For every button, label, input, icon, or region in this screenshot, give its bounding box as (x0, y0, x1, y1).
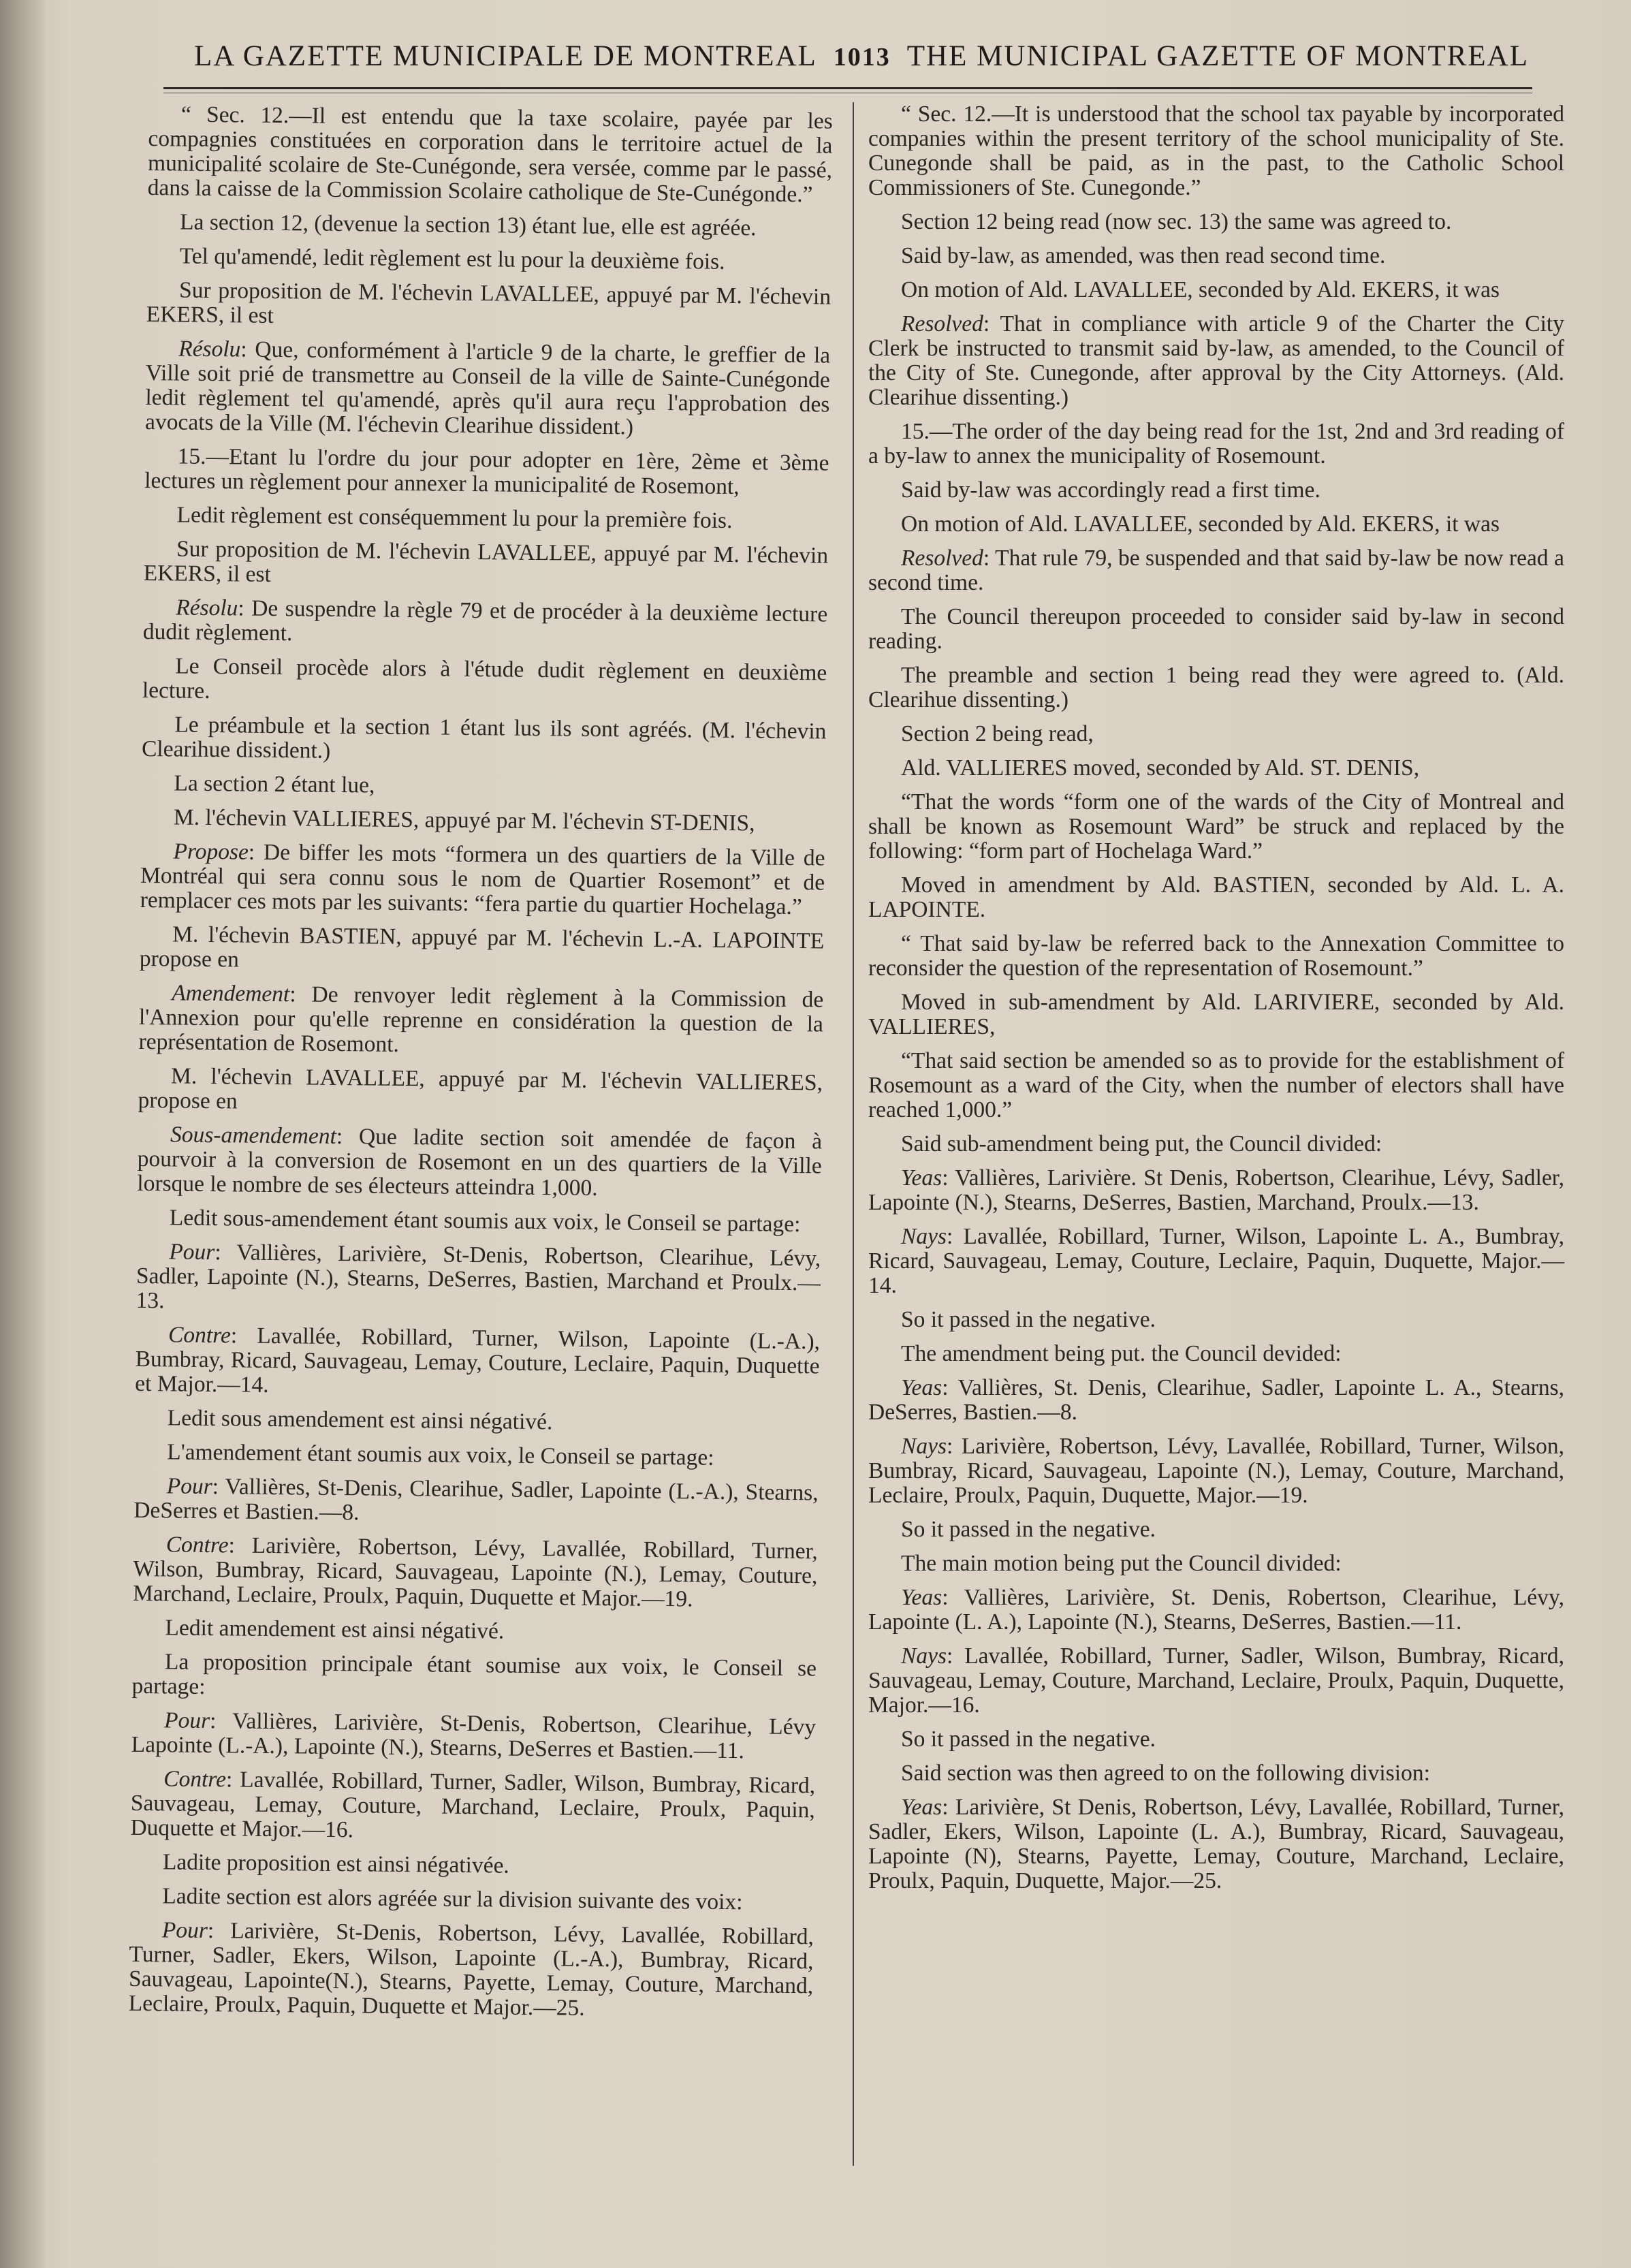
paragraph-lead: Yeas (901, 1795, 943, 1820)
paragraph (137, 1206, 821, 1238)
paragraph (130, 1767, 815, 1848)
paragraph-lead: Nays (901, 1224, 947, 1249)
paragraph-text: Le Conseil procède alors à l'étude dudit règlement en deuxième lecture. (142, 653, 827, 704)
french-column (128, 102, 833, 2032)
paragraph-text: So it passed in the negative. (901, 1517, 1156, 1542)
paragraph-text: Said by-law, as amended, was then read second time. (901, 243, 1386, 268)
paragraph-text: : Larivière, Robertson, Lévy, Lavallée, Robillard, Turner, Wilson, Bumbray, Ricard, Sauvageau, Lapointe (N.), Lemay, Couture, Marchand, Leclaire, Proulx, Paquin, Duquette et Major.—19. (132, 1532, 818, 1612)
paragraph-lead: Contre (163, 1766, 227, 1793)
paragraph-text: Moved in sub-amendment by Ald. LARIVIERE, seconded by Ald. VALLIERES, (868, 990, 1564, 1039)
paragraph-text: The Council thereupon proceeded to consider said by-law in second reading. (868, 604, 1564, 654)
paragraph-text: Said section was then agreed to on the following division: (901, 1761, 1430, 1786)
header-title-english: THE MUNICIPAL GAZETTE OF MONTREAL (906, 40, 1529, 72)
paragraph-lead: Yeas (901, 1585, 943, 1610)
paragraph-text: So it passed in the negative. (901, 1307, 1156, 1332)
paragraph (129, 1884, 814, 1916)
paragraph (868, 1586, 1564, 1635)
paragraph-lead: Sous-amendement (170, 1122, 337, 1149)
paragraph (868, 790, 1564, 864)
paragraph-text: Section 12 being read (now sec. 13) the same was agreed to. (901, 209, 1452, 234)
paragraph-text: Tel qu'amendé, ledit règlement est lu pour la deuxième fois. (179, 243, 725, 274)
paragraph-text: La proposition principale étant soumise aux voix, le Conseil se partage: (131, 1649, 817, 1700)
paragraph (868, 605, 1564, 654)
paragraph-lead: Resolved (901, 546, 983, 571)
column-divider (853, 102, 854, 2166)
paragraph-text: : Que ladite section soit amendée de façon à pourvoir à la conversion de Rosemont en un des quartiers de la Ville lorsque le nombre de ses électeurs atteindra 1,000. (137, 1123, 823, 1201)
paragraph-lead: Nays (901, 1643, 947, 1669)
paragraph (135, 1406, 819, 1438)
paragraph (868, 1434, 1564, 1508)
paragraph-lead: Yeas (901, 1375, 943, 1400)
paragraph-text: Ledit amendement est ainsi négativé. (165, 1615, 505, 1644)
paragraph-text: : Vallières, Larivière. St Denis, Robertson, Clearihue, Lévy, Sadler, Lapointe (N.), Stearns, DeSerres, Bastien, Marchand, Proulx.—13. (868, 1165, 1564, 1215)
paragraph-text: Ald. VALLIERES moved, seconded by Ald. ST. DENIS, (901, 755, 1420, 781)
paragraph-lead: Pour (163, 1707, 210, 1734)
paragraph (868, 1761, 1564, 1786)
paragraph (141, 805, 825, 837)
paragraph (868, 546, 1564, 595)
paragraph-text: “ Sec. 12.—Il est entendu que la taxe scolaire, payée par les compagnies constituées en corporation dans le territoire actuel de la municipalité scolaire de Ste-Cunégonde, sera versée, comme par le passé, dans la caisse de la Commission Scolaire catholique de Ste-Cunégonde.” (147, 101, 833, 208)
paragraph (129, 1918, 814, 2023)
paragraph (868, 420, 1564, 469)
paragraph (868, 312, 1564, 410)
paragraph (868, 663, 1564, 712)
paragraph (868, 512, 1564, 537)
paragraph-text: : Vallières, St. Denis, Clearihue, Sadler, Lapointe L. A., Stearns, DeSerres, Bastien.—8. (868, 1375, 1564, 1425)
paragraph-text: The preamble and section 1 being read they were agreed to. (Ald. Clearihue dissenting.) (868, 663, 1564, 712)
paragraph-lead: Résolu (176, 595, 238, 621)
paragraph-text: Le préambule et la section 1 étant lus ils sont agréés. (M. l'échevin Clearihue dissident.) (141, 712, 827, 763)
paragraph (868, 1166, 1564, 1215)
paragraph (145, 336, 830, 442)
paragraph-text: Sur proposition de M. l'échevin LAVALLEE, appuyé par M. l'échevin EKERS, il est (143, 536, 829, 587)
paragraph-text: : Vallières, Larivière, St-Denis, Robertson, Clearihue, Lévy, Sadler, Lapointe (N.), Stearns, DeSerres, Bastien, Marchand et Proulx.—13. (136, 1240, 821, 1314)
paragraph-lead: Résolu (178, 336, 241, 362)
paragraph-text: : De renvoyer ledit règlement à la Commission de l'Annexion pour qu'elle reprenne en considération la question de la représentation de Rosemont. (138, 981, 824, 1057)
paragraph-text: Said sub-amendment being put, the Council divided: (901, 1131, 1382, 1156)
paragraph (135, 1323, 820, 1404)
paragraph-lead: Resolved (901, 311, 983, 336)
paragraph-text: “ Sec. 12.—It is understood that the school tax payable by incorporated companies within the present territory of the school municipality of Ste. Cunegonde shall be paid, as in the past, to the Catholic School Commissioners of Ste. Cunegonde.” (868, 101, 1564, 200)
paragraph (147, 102, 832, 208)
paragraph-text: Ledit sous-amendement étant soumis aux voix, le Conseil se partage: (169, 1205, 801, 1238)
paragraph-text: On motion of Ald. LAVALLEE, seconded by Ald. EKERS, it was (901, 511, 1500, 537)
paragraph-text: The main motion being put the Council divided: (901, 1551, 1342, 1576)
paragraph-text: Said by-law was accordingly read a first time. (901, 477, 1320, 503)
paragraph-text: “ That said by-law be referred back to the Annexation Committee to reconsider the question of the representation of Rosemount.” (868, 931, 1564, 981)
paragraph-text: 15.—Etant lu l'ordre du jour pour adopter en 1ère, 2ème et 3ème lectures un règlement pour annexer la municipalité de Rosemont, (144, 443, 829, 500)
paragraph (144, 444, 829, 501)
paragraph-text: “That the words “form one of the wards of the City of Montreal and shall be known as Rosemount Ward” be struck and replaced by the following: “form part of Hochelaga Ward.” (868, 789, 1564, 864)
paragraph (868, 478, 1564, 503)
paragraph (868, 756, 1564, 781)
paragraph (868, 1132, 1564, 1156)
paragraph (138, 981, 823, 1062)
paragraph-text: : Larivière, St-Denis, Robertson, Lévy, Lavallée, Robillard, Turner, Sadler, Ekers, Wilson, Lapointe (L.-A.), Bumbray, Ricard, Sauvageau, Lapointe(N.), Stearns, Payette, Lemay, Couture, Marchand, Leclaire, Proulx, Paquin, Duquette et Major.—25. (128, 1918, 814, 2021)
paragraph-text: “That said section be amended so as to provide for the establishment of Rosemount as a ward of the City, when the number of electors shall have reached 1,000.” (868, 1048, 1564, 1122)
paragraph-lead: Pour (169, 1239, 215, 1265)
english-column (868, 102, 1564, 1903)
paragraph-text: M. l'échevin VALLIERES, appuyé par M. l'échevin ST-DENIS, (173, 804, 755, 836)
paragraph-text: Ledit sous amendement est ainsi négativé. (167, 1405, 553, 1435)
paragraph (143, 595, 828, 652)
paragraph (138, 1064, 823, 1120)
paragraph (132, 1616, 817, 1648)
paragraph (868, 1049, 1564, 1122)
paragraph-text: The amendment being put. the Council devided: (901, 1341, 1342, 1366)
paragraph-text: So it passed in the negative. (901, 1727, 1156, 1752)
paragraph-text: M. l'échevin LAVALLEE, appuyé par M. l'échevin VALLIERES, propose en (138, 1063, 823, 1114)
paragraph (131, 1650, 817, 1706)
paragraph (868, 873, 1564, 922)
paragraph (140, 839, 825, 920)
paragraph (868, 1342, 1564, 1366)
paragraph (137, 1122, 822, 1203)
paragraph (142, 654, 827, 710)
paragraph (868, 1376, 1564, 1425)
paragraph (131, 1708, 817, 1765)
page-number: 1013 (833, 43, 891, 72)
paragraph (144, 503, 828, 535)
paragraph-lead: Contre (168, 1322, 232, 1349)
binding-shadow (0, 0, 48, 2268)
paragraph (147, 210, 832, 242)
paragraph (868, 722, 1564, 746)
paragraph-text: : De biffer les mots “formera un des quartiers de la Ville de Montréal qui sera connu sous le nom de Quartier Rosemont” et de remplacer ces mots par les suivants: “fera partie du quartier Hochelaga.” (140, 839, 825, 920)
paragraph-text: : Vallières, Larivière, St. Denis, Robertson, Clearihue, Lévy, Lapointe (L. A.), Lapointe (N.), Stearns, DeSerres, Bastien.—11. (868, 1585, 1564, 1635)
paragraph-text: : Vallières, St-Denis, Clearihue, Sadler, Lapointe (L.-A.), Stearns, DeSerres et Bastien.—8. (133, 1474, 819, 1526)
paragraph (868, 1517, 1564, 1542)
paragraph-text: M. l'échevin BASTIEN, appuyé par M. l'échevin L.-A. LAPOINTE propose en (139, 922, 825, 973)
paragraph-text: : Lavallée, Robillard, Turner, Sadler, Wilson, Bumbray, Ricard, Sauvageau, Lemay, Couture, Marchand, Leclaire, Proulx, Paquin, Duquette et Major.—16. (130, 1767, 816, 1843)
paragraph (146, 244, 831, 276)
paragraph (141, 771, 825, 803)
paragraph-lead: Amendement (172, 980, 290, 1007)
paragraph-lead: Pour (166, 1473, 212, 1500)
paragraph (868, 210, 1564, 234)
paragraph-lead: Yeas (901, 1165, 943, 1191)
paragraph-text: Section 2 being read, (901, 721, 1094, 746)
paragraph (130, 1850, 814, 1882)
paragraph-text: L'amendement étant soumis aux voix, le Conseil se partage: (167, 1439, 714, 1470)
paragraph-text: : Lavallée, Robillard, Turner, Sadler, Wilson, Bumbray, Ricard, Sauvageau, Lemay, Couture, Marchand, Leclaire, Proulx, Paquin, Duquette, Major.—16. (868, 1643, 1564, 1718)
paragraph (133, 1474, 819, 1530)
paragraph-text: : Vallières, Larivière, St-Denis, Robertson, Clearihue, Lévy Lapointe (L.-A.), Lapointe (N.), Stearns, DeSerres et Bastien.—11. (131, 1708, 817, 1764)
paragraph-text: Ladite section est alors agréée sur la division suivante des voix: (162, 1883, 743, 1915)
paragraph-text: Ladite proposition est ainsi négativée. (162, 1849, 509, 1878)
paragraph (146, 278, 832, 334)
header-rule (163, 87, 1532, 89)
paragraph-text: Moved in amendment by Ald. BASTIEN, seconded by Ald. L. A. LAPOINTE. (868, 872, 1564, 922)
paragraph-text: 15.—The order of the day being read for the 1st, 2nd and 3rd reading of a by-law to annex the municipality of Rosemount. (868, 419, 1564, 469)
paragraph (868, 990, 1564, 1039)
paragraph (133, 1532, 818, 1613)
paragraph (134, 1440, 819, 1472)
paragraph-text: : That in compliance with article 9 of the Charter the City Clerk be instructed to transmit said by-law, as amended, to the Council of the City of Ste. Cunegonde, after approval by the City Attorneys. (Ald. Clearihue dissenting.) (868, 311, 1564, 410)
paragraph (136, 1240, 821, 1321)
paragraph-text: Sur proposition de M. l'échevin LAVALLEE, appuyé par M. l'échevin EKERS, il est (146, 277, 832, 328)
paragraph (868, 1644, 1564, 1718)
paragraph (142, 712, 827, 769)
paragraph (144, 537, 829, 593)
paragraph-text: : Que, conformément à l'article 9 de la charte, le greffier de la Ville soit prié de transmettre au Conseil de la ville de Sainte-Cunégonde ledit règlement tel qu'amendé, après qu'il aura reçu l'approbation des avocats de la Ville (M. l'échevin Clearihue dissident.) (144, 336, 831, 440)
paragraph-text: La section 12, (devenue la section 13) étant lue, elle est agréée. (179, 209, 757, 241)
paragraph (868, 932, 1564, 981)
paragraph-text: La section 2 étant lue, (174, 770, 375, 798)
paragraph (868, 1225, 1564, 1298)
paragraph-text: : That rule 79, be suspended and that said by-law be now read a second time. (868, 546, 1564, 595)
paragraph (868, 278, 1564, 302)
paragraph-text: On motion of Ald. LAVALLEE, seconded by Ald. EKERS, it was (901, 277, 1500, 302)
paragraph-text: : Larivière, St Denis, Robertson, Lévy, Lavallée, Robillard, Turner, Sadler, Ekers, Wilson, Lapointe (L. A.), Bumbray, Ricard, Sauvageau, Lapointe (N), Stearns, Payette, Lemay, Couture, Marchand, Leclaire, Proulx, Paquin, Duquette, Major.—25. (868, 1795, 1564, 1893)
paragraph-text: : Lavallée, Robillard, Turner, Wilson, Lapointe L. A., Bumbray, Ricard, Sauvageau, Lemay, Couture, Leclaire, Paquin, Duquette, Major.—14. (868, 1224, 1564, 1298)
paragraph-lead: Pour (161, 1917, 208, 1944)
paragraph-lead: Contre (165, 1532, 229, 1558)
paragraph (868, 1795, 1564, 1893)
paragraph (868, 1727, 1564, 1752)
paragraph-lead: Nays (901, 1434, 947, 1459)
paragraph-lead: Propose (173, 838, 249, 865)
paragraph (868, 1308, 1564, 1332)
paragraph (868, 102, 1564, 200)
paragraph (140, 922, 825, 979)
page-header (194, 40, 1529, 87)
paragraph-text: : De suspendre la règle 79 et de procéder à la deuxième lecture dudit règlement. (142, 595, 828, 646)
paragraph (868, 1552, 1564, 1576)
paragraph-text: Ledit règlement est conséquemment lu pour la première fois. (176, 502, 733, 534)
paragraph-text: : Larivière, Robertson, Lévy, Lavallée, Robillard, Turner, Wilson, Bumbray, Ricard, Sauvageau, Lapointe (N.), Lemay, Couture, Marchand, Leclaire, Proulx, Paquin, Duquette, Major.—19. (868, 1434, 1564, 1508)
paragraph-text: : Lavallée, Robillard, Turner, Wilson, Lapointe (L.-A.), Bumbray, Ricard, Sauvageau, Lemay, Couture, Leclaire, Paquin, Duquette et Major.—14. (135, 1323, 821, 1398)
header-title-french: LA GAZETTE MUNICIPALE DE MONTREAL (194, 40, 817, 72)
paragraph (868, 244, 1564, 268)
